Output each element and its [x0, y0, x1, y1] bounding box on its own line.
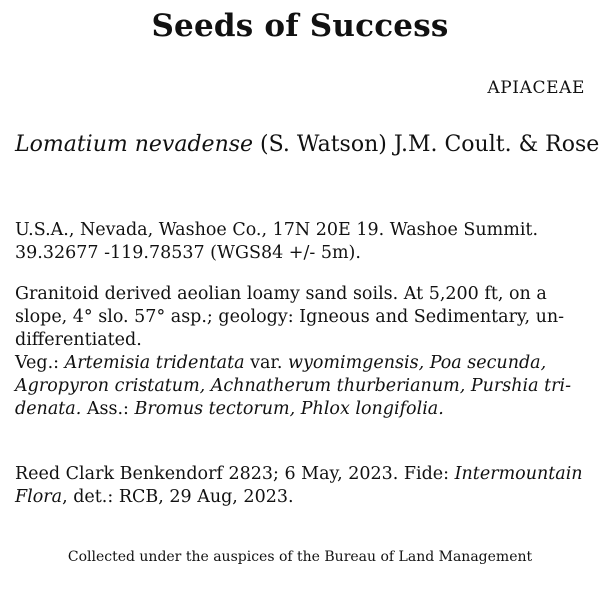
plant-family: APIACEAE	[487, 78, 585, 98]
vegetation-line	[15, 398, 585, 421]
taxon-name	[15, 132, 599, 157]
species-name: Artemisia tridentata	[64, 353, 245, 373]
associated-species: Bromus tectorum, Phlox longifolia.	[134, 399, 444, 419]
determination-line	[15, 486, 585, 509]
species-name: wyomimgensis, Poa secunda,	[288, 353, 547, 373]
habitat-line: slope, 4° slo. 57° asp.; geology: Igneous and Sedimentary, un-	[15, 307, 565, 327]
vegetation-line: Agropyron cristatum, Achnatherum thurberianum, Purshia tri-	[15, 376, 571, 396]
fide-source: Intermountain	[454, 464, 583, 484]
collection-block	[15, 463, 585, 509]
footer-note: Collected under the auspices of the Bureau of Land Management	[67, 549, 533, 565]
fide-source: Flora	[15, 487, 63, 507]
ass-label: Ass.:	[81, 399, 135, 419]
scientific-name: Lomatium nevadense	[15, 132, 254, 157]
veg-label: Veg.:	[15, 353, 65, 373]
habitat-line: Granitoid derived aeolian loamy sand soils. At 5,200 ft, on a	[15, 284, 547, 304]
taxon-authority: (S. Watson) J.M. Coult. & Rose	[260, 132, 600, 157]
var-label: var.	[244, 353, 288, 373]
determination-info: , det.: RCB, 29 Aug, 2023.	[62, 487, 294, 507]
locality-line: U.S.A., Nevada, Washoe Co., 17N 20E 19. Washoe Summit.	[15, 220, 539, 240]
vegetation-line	[15, 352, 585, 375]
locality-block	[15, 219, 585, 265]
collector-line	[15, 463, 585, 486]
collector-info: Reed Clark Benkendorf 2823; 6 May, 2023. Fide:	[15, 464, 455, 484]
label-title: Seeds of Success	[151, 8, 449, 44]
habitat-block	[15, 283, 585, 421]
species-name: denata.	[15, 399, 82, 419]
habitat-line: differentiated.	[15, 330, 142, 350]
coordinates-line: 39.32677 -119.78537 (WGS84 +/- 5m).	[15, 243, 361, 263]
